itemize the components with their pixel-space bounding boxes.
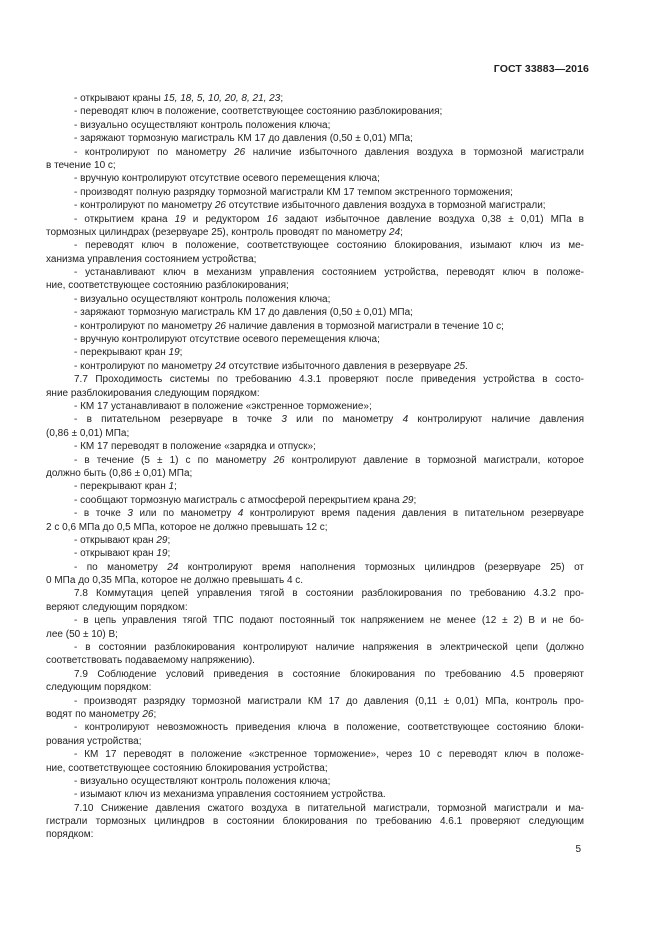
italic-reference: 24 [389, 226, 401, 238]
text-line: 7.7 Проходимость системы по требованию 4.3.1 проверяют после приведения устройства в состо- [74, 374, 584, 386]
text-line: соответствовать подаваемому напряжению). [46, 655, 255, 667]
text-line: - контролируют невозможность приведения ключа в положение, соответствующее состоянию блоки- [74, 722, 584, 734]
text-line: - изымают ключ из механизма управления состоянием устройства. [74, 789, 386, 801]
text-line: гистрали тормозных цилиндров в состоянии блокирования по требованию 4.6.1 проверяют следующим [46, 816, 584, 828]
text-line: - в цепь управления тягой ТПС подают постоянный ток напряжением не менее (12 ± 2) В и не бо- [74, 615, 584, 627]
text-line: тормозных цилиндрах (резервуаре 25), контроль проводят по манометру 24; [46, 226, 403, 238]
text-line: - КМ 17 переводят в положение «экстренное торможение», через 10 с переводят ключ в положе- [74, 749, 584, 761]
text-line: - производят полную разрядку тормозной магистрали КМ 17 темпом экстренного торможения; [74, 186, 513, 198]
italic-reference: 19 [156, 548, 168, 560]
text-line: - открывают кран 19; [74, 548, 171, 560]
text-line: - переводят ключ в положение, соответствующее состоянию блокирования, изымают ключ из ме- [74, 240, 584, 252]
text-line: порядком: [46, 829, 94, 841]
italic-reference: 25 [453, 360, 466, 372]
text-line: 0 МПа до 0,35 МПа, которое не должно превышать 4 с. [46, 575, 304, 587]
text-line: - вручную контролируют отсутствие осевого перемещения ключа; [74, 334, 380, 346]
text-line: - контролируют по манометру 26 отсутствие избыточного давления воздуха в тормозной магистрали; [74, 200, 546, 212]
italic-reference: 24 [214, 360, 226, 372]
italic-reference: 3 [127, 508, 133, 520]
italic-reference: 4 [402, 414, 409, 426]
italic-reference: 15, 18, 5, 10, 20, 8, 21, 23 [163, 93, 281, 104]
text-line: веряют следующим порядком: [46, 601, 188, 613]
text-line: водят по манометру 26; [46, 708, 157, 720]
text-line: - КМ 17 устанавливают в положение «экстренное торможение»; [74, 400, 372, 412]
text-line: - контролируют по манометру 24 отсутствие избыточного давления в резервуаре 25. [74, 360, 468, 372]
text-line: - в течение (5 ± 1) с по манометру 26 контролируют давление в тормозной магистрали, которое [74, 454, 584, 466]
text-line: ние, соответствующее состоянию блокирования устройства; [46, 762, 328, 774]
italic-reference: 1 [168, 481, 175, 493]
text-line: яние разблокирования следующим порядком: [46, 387, 260, 399]
italic-reference: 26 [273, 454, 285, 466]
text-line: - по манометру 24 контролируют время наполнения тормозных цилиндров (резервуаре 25) от [74, 561, 585, 573]
text-line: - контролируют по манометру 26 наличие давления в тормозной магистрали в течение 10 с; [74, 320, 504, 332]
text-line: - КМ 17 переводят в положение «зарядка и отпуск»; [74, 441, 316, 453]
text-line: 2 с 0,6 МПа до 0,5 МПа, которое не должно превышать 12 с; [46, 521, 328, 533]
italic-reference: 26 [214, 320, 226, 332]
text-line: - в состоянии разблокирования контролируют наличие напряжения в электрической цепи (должно [74, 642, 584, 654]
text-line: - открывают краны 15, 18, 5, 10, 20, 8, 21, 23; [74, 93, 284, 104]
text-line: - открывают кран 29; [74, 534, 171, 546]
text-line: - в питательном резервуаре в точке 3 или по манометру 4 контролируют наличие давления [74, 414, 584, 426]
text-line: - открытием крана 19 и редуктором 16 задают избыточное давление воздуха 0,38 ± 0,01) МПа в [74, 213, 584, 225]
italic-reference: 19 [174, 213, 186, 225]
text-line: - сообщают тормозную магистраль с атмосферой перекрытием крана 29; [74, 494, 417, 506]
text-line: следующим порядком: [46, 682, 152, 694]
document-body [46, 92, 584, 842]
italic-reference: 26 [234, 146, 246, 158]
italic-reference: 4 [237, 508, 244, 520]
text-line: - перекрывают кран 19; [74, 347, 183, 359]
italic-reference: 19 [168, 347, 180, 359]
text-line: - заряжают тормозную магистраль КМ 17 до давления (0,50 ± 0,01) МПа; [74, 133, 413, 145]
text-line: в течение 10 с; [46, 159, 116, 171]
document-code-header: ГОСТ 33883—2016 [493, 63, 589, 75]
text-line: 7.10 Снижение давления сжатого воздуха в питательной магистрали, тормозной магистрали и ма- [74, 802, 584, 814]
text-line: - визуально осуществляют контроль положения ключа; [74, 293, 331, 305]
text-line: ние, соответствующее состоянию разблокирования; [46, 280, 289, 292]
text-line: - вручную контролируют отсутствие осевого перемещения ключа; [74, 173, 380, 185]
text-line: лее (50 ± 10) В; [46, 628, 118, 640]
text-line: - переводят ключ в положение, соответствующее состоянию разблокирования; [74, 106, 443, 118]
italic-reference: 29 [402, 494, 414, 506]
text-line: должно быть (0,86 ± 0,01) МПа; [46, 467, 193, 479]
italic-reference: 24 [167, 561, 179, 573]
italic-reference: 26 [142, 708, 154, 720]
page-number: 5 [575, 844, 581, 855]
text-line: (0,86 ± 0,01) МПа; [46, 427, 130, 439]
italic-reference: 26 [214, 200, 226, 212]
text-line: 7.9 Соблюдение условий приведения в состояние блокирования по требованию 4.5 проверяют [74, 668, 584, 680]
text-line: - визуально осуществляют контроль положения ключа; [74, 119, 331, 131]
text-line: - перекрывают кран 1; [74, 481, 177, 493]
italic-reference: 3 [281, 414, 287, 426]
italic-reference: 16 [266, 213, 278, 225]
text-line: 7.8 Коммутация цепей управления тягой в состоянии разблокирования по требованию 4.3.2 про- [74, 588, 584, 600]
text-line: - заряжают тормозную магистраль КМ 17 до давления (0,50 ± 0,01) МПа; [74, 307, 413, 319]
italic-reference: 29 [156, 534, 168, 546]
text-line: - в точке 3 или по манометру 4 контролируют время падения давления в питательном резервуаре [74, 508, 584, 520]
text-line: - производят разрядку тормозной магистрали КМ 17 до давления (0,11 ± 0,01) МПа, контроль про- [74, 695, 584, 707]
text-line: рования устройства; [46, 735, 142, 747]
text-line: ханизма управления состоянием устройства; [46, 253, 257, 265]
text-line: - устанавливают ключ в механизм управления состоянием устройства, переводят ключ в положе- [74, 267, 584, 279]
text-line: - визуально осуществляют контроль положения ключа; [74, 775, 331, 787]
text-line: - контролируют по манометру 26 наличие избыточного давления воздуха в тормозной магистрали [74, 146, 585, 158]
